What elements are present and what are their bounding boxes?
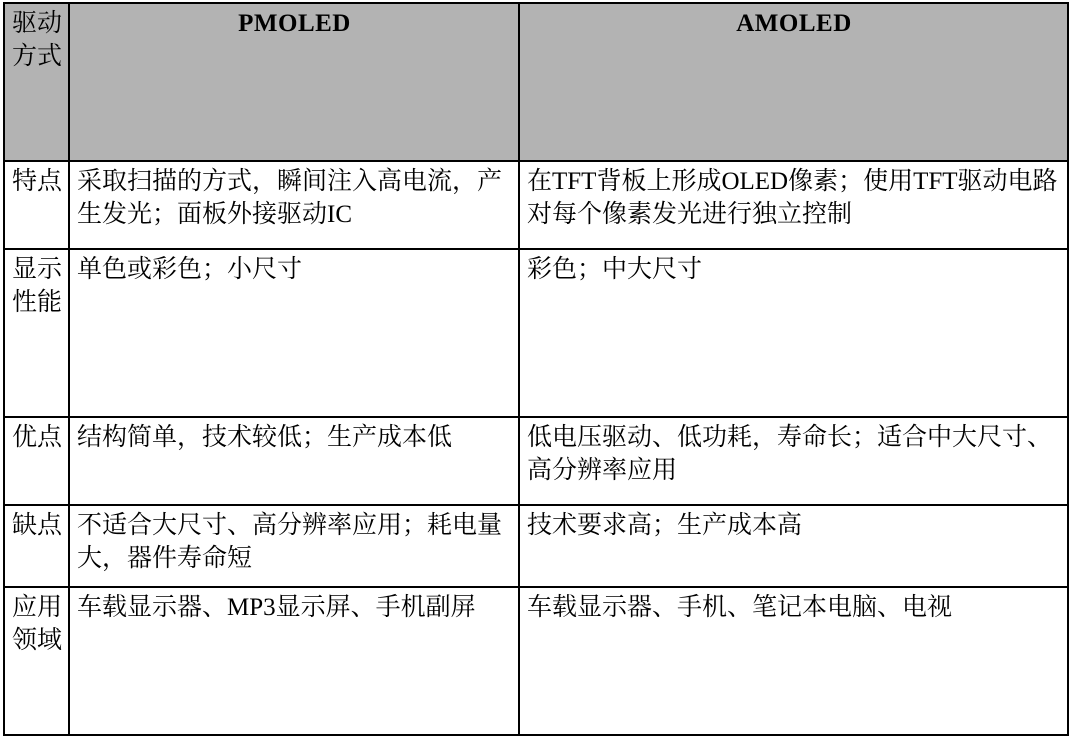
row-label-disadvantages: 缺点 — [4, 505, 69, 587]
column-header-amoled: AMOLED — [519, 3, 1068, 161]
table-row — [4, 249, 1068, 417]
row-label-drive-mode: 驱动方式 — [4, 3, 69, 161]
table-row — [4, 161, 1068, 249]
cell-amoled-advantages: 低电压驱动、低功耗，寿命长；适合中大尺寸、高分辨率应用 — [519, 417, 1068, 505]
table-row — [4, 505, 1068, 587]
cell-amoled-features: 在TFT背板上形成OLED像素；使用TFT驱动电路对每个像素发光进行独立控制 — [519, 161, 1068, 249]
table-row-header — [4, 3, 1068, 161]
cell-pmoled-features: 采取扫描的方式，瞬间注入高电流，产生发光；面板外接驱动IC — [69, 161, 519, 249]
cell-amoled-disadvantages: 技术要求高；生产成本高 — [519, 505, 1068, 587]
comparison-table — [3, 2, 1069, 736]
row-label-applications: 应用领域 — [4, 587, 69, 735]
column-header-pmoled: PMOLED — [69, 3, 519, 161]
cell-amoled-applications: 车载显示器、手机、笔记本电脑、电视 — [519, 587, 1068, 735]
row-label-features: 特点 — [4, 161, 69, 249]
cell-pmoled-disadvantages: 不适合大尺寸、高分辨率应用；耗电量大，器件寿命短 — [69, 505, 519, 587]
row-label-advantages: 优点 — [4, 417, 69, 505]
cell-amoled-display-performance: 彩色；中大尺寸 — [519, 249, 1068, 417]
cell-pmoled-display-performance: 单色或彩色；小尺寸 — [69, 249, 519, 417]
table-row — [4, 587, 1068, 735]
row-label-display-performance: 显示性能 — [4, 249, 69, 417]
document-page — [0, 2, 1080, 701]
table-row — [4, 417, 1068, 505]
cell-pmoled-applications: 车载显示器、MP3显示屏、手机副屏 — [69, 587, 519, 735]
cell-pmoled-advantages: 结构简单，技术较低；生产成本低 — [69, 417, 519, 505]
